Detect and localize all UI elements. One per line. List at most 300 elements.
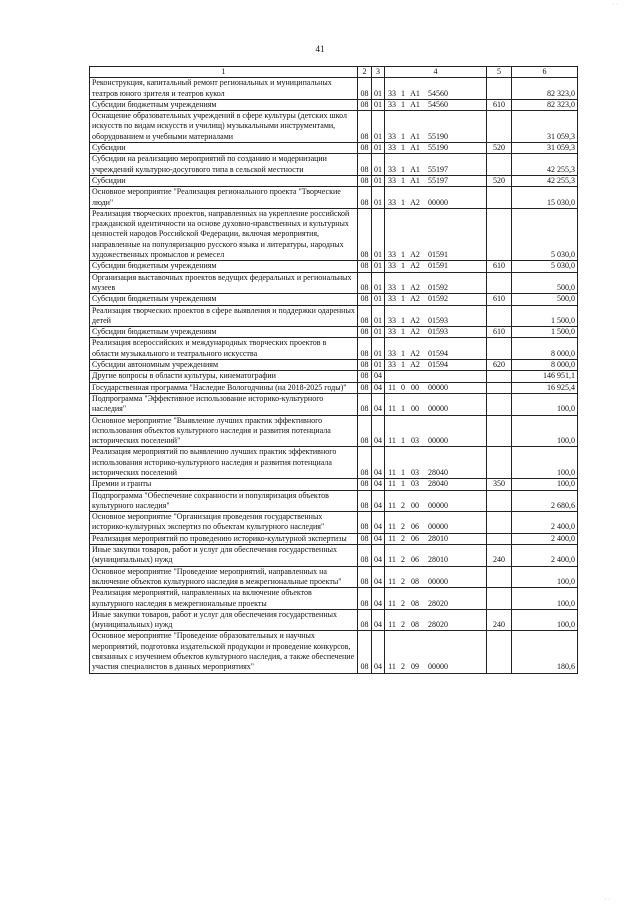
row-amount: 5 030,0 [512,208,578,260]
target-code-part-k3: A1 [410,164,420,174]
target-code-part-k1: 33 [388,250,396,260]
row-amount: 5 030,0 [512,261,578,272]
row-name: Основное мероприятие "Реализация регионального проекта "Творческие люди" [90,187,358,209]
row-section-code: 08 [358,294,372,305]
target-code-part-k4: 55197 [428,164,448,174]
target-code-part-k3: 08 [411,598,419,608]
row-name: Реконструкция, капитальный ремонт региональных и муниципальных театров юного зрителя и театров кукол [90,78,358,100]
target-code-part-k4: 28020 [428,598,448,608]
target-code-part-k1: 11 [388,620,396,630]
target-code-part-k1: 11 [388,436,396,446]
row-expense-type [487,512,512,534]
row-subsection-code: 04 [372,631,385,673]
target-code-part-k3: A2 [410,315,420,325]
row-amount: 500,0 [512,272,578,294]
target-code-part-k1: 33 [388,143,396,153]
row-name: Реализация мероприятий по выявлению лучших практик эффективного использования историко-культурного наследия и развития потенциала исторических поселений [90,447,358,479]
row-target-code [385,99,487,110]
row-amount: 146 951,1 [512,371,578,382]
target-code-part-k2: 1 [401,467,405,477]
row-name: Субсидии бюджетным учреждениям [90,261,358,272]
target-code-part-k1: 33 [388,88,396,98]
table-row [90,360,578,371]
row-name: Другие вопросы в области культуры, кинематографии [90,371,358,382]
row-target-code [385,78,487,100]
header-col-5: 5 [487,67,512,78]
row-expense-type [487,305,512,327]
row-section-code: 08 [358,447,372,479]
target-code-part-k3: A1 [410,131,420,141]
target-code-part-k2: 2 [401,533,405,543]
row-target-code [385,415,487,447]
row-amount: 2 680,6 [512,490,578,512]
target-code-part-k4: 28020 [428,620,448,630]
row-subsection-code: 01 [372,187,385,209]
target-code-part-k4: 00000 [428,404,448,414]
row-name: Государственная программа "Наследие Вологодчины (на 2018-2025 годы)" [90,382,358,393]
target-code-part-k1: 11 [388,555,396,565]
row-amount: 42 255,3 [512,154,578,176]
row-target-code [385,371,487,382]
row-section-code: 08 [358,360,372,371]
target-code-part-k4: 55197 [428,175,448,185]
target-code-part-k3: A2 [410,327,420,337]
table-row [90,447,578,479]
row-subsection-code: 04 [372,609,385,631]
table-row [90,294,578,305]
table-row [90,143,578,154]
row-section-code: 08 [358,187,372,209]
target-code-part-k2: 1 [401,348,405,358]
row-amount: 1 500,0 [512,327,578,338]
target-code-part-k3: 03 [411,467,419,477]
row-expense-type [487,393,512,415]
row-subsection-code: 01 [372,208,385,260]
header-col-1: 1 [90,67,358,78]
row-target-code [385,327,487,338]
row-amount: 8 000,0 [512,338,578,360]
target-code-part-k4: 00000 [428,576,448,586]
row-name: Реализация творческих проектов, направленных на укрепление российской гражданской идентичности на основе духовно-нравственных и культурных ценностей народов Российской Федерации, включая мероприятия, направленные на популяризацию русского языка и литературы, народных художественных промыслов и ремесел [90,208,358,260]
row-section-code: 08 [358,588,372,610]
target-code-part-k2: 1 [401,404,405,414]
row-subsection-code: 01 [372,327,385,338]
row-section-code: 08 [358,533,372,544]
header-col-3: 3 [372,67,385,78]
row-expense-type [487,490,512,512]
table-row [90,305,578,327]
target-code-part-k4: 01594 [428,360,448,370]
row-expense-type [487,208,512,260]
row-target-code [385,360,487,371]
target-code-part-k4: 28010 [428,533,448,543]
row-name: Премии и гранты [90,479,358,490]
row-target-code [385,305,487,327]
row-target-code [385,512,487,534]
row-section-code: 08 [358,631,372,673]
row-target-code [385,187,487,209]
row-target-code [385,588,487,610]
row-subsection-code: 01 [372,99,385,110]
target-code-part-k4: 00000 [428,436,448,446]
row-subsection-code: 04 [372,447,385,479]
target-code-part-k2: 0 [401,382,405,392]
row-target-code [385,294,487,305]
target-code-part-k3: 06 [411,533,419,543]
table-row [90,175,578,186]
row-amount: 100,0 [512,566,578,588]
row-amount: 2 400,0 [512,545,578,567]
target-code-part-k2: 1 [401,315,405,325]
row-name: Иные закупки товаров, работ и услуг для обеспечения государственных (муниципальных) нужд [90,609,358,631]
row-target-code [385,479,487,490]
target-code-part-k4: 00000 [428,382,448,392]
target-code-part-k1: 11 [388,598,396,608]
row-expense-type: 520 [487,175,512,186]
row-section-code: 08 [358,545,372,567]
table-row [90,631,578,673]
target-code-part-k1: 33 [388,175,396,185]
row-expense-type [487,371,512,382]
table-row [90,415,578,447]
row-section-code: 08 [358,78,372,100]
table-row [90,99,578,110]
row-section-code: 08 [358,327,372,338]
row-name: Основное мероприятие "Организация проведения государственных историко-культурных экспертиз по объектам культурного наследия" [90,512,358,534]
target-code-part-k1: 33 [388,164,396,174]
row-amount: 82 323,0 [512,99,578,110]
row-amount: 2 400,0 [512,533,578,544]
row-expense-type [487,447,512,479]
row-section-code: 08 [358,479,372,490]
target-code-part-k4: 54560 [428,88,448,98]
target-code-part-k4: 01594 [428,348,448,358]
row-expense-type: 240 [487,545,512,567]
target-code-part-k2: 1 [401,164,405,174]
row-name: Реализация мероприятий по проведению историко-культурной экспертизы [90,533,358,544]
row-section-code: 08 [358,415,372,447]
table-row [90,479,578,490]
table-row [90,382,578,393]
row-amount: 42 255,3 [512,175,578,186]
target-code-part-k2: 2 [401,620,405,630]
table-header-row [90,67,578,78]
row-name: Субсидии автономным учреждениям [90,360,358,371]
target-code-part-k1: 33 [388,315,396,325]
row-target-code [385,533,487,544]
target-code-part-k3: 06 [411,522,419,532]
target-code-part-k3: A1 [410,99,420,109]
target-code-part-k4: 28010 [428,555,448,565]
row-name: Организация выставочных проектов ведущих федеральных и региональных музеев [90,272,358,294]
table-row [90,78,578,100]
target-code-part-k3: A1 [410,88,420,98]
target-code-part-k2: 1 [401,197,405,207]
target-code-part-k3: 09 [411,662,419,672]
row-amount: 100,0 [512,609,578,631]
row-amount: 100,0 [512,415,578,447]
target-code-part-k2: 1 [401,436,405,446]
row-amount: 82 323,0 [512,78,578,100]
table-row [90,545,578,567]
row-target-code [385,609,487,631]
target-code-part-k1: 33 [388,99,396,109]
row-amount: 500,0 [512,294,578,305]
row-expense-type: 610 [487,261,512,272]
row-subsection-code: 01 [372,272,385,294]
target-code-part-k2: 1 [401,131,405,141]
target-code-part-k3: A1 [410,175,420,185]
row-subsection-code: 01 [372,338,385,360]
target-code-part-k4: 00000 [428,522,448,532]
row-subsection-code: 04 [372,533,385,544]
target-code-part-k4: 01593 [428,327,448,337]
row-subsection-code: 01 [372,305,385,327]
target-code-part-k1: 33 [388,131,396,141]
table-row [90,588,578,610]
target-code-part-k3: 00 [411,382,419,392]
row-name: Подпрограмма "Обеспечение сохранности и популяризация объектов культурного наследия" [90,490,358,512]
target-code-part-k4: 00000 [428,500,448,510]
table-row [90,393,578,415]
row-name: Иные закупки товаров, работ и услуг для обеспечения государственных (муниципальных) нужд [90,545,358,567]
row-section-code: 08 [358,338,372,360]
row-expense-type: 620 [487,360,512,371]
target-code-part-k3: 00 [411,500,419,510]
row-expense-type [487,533,512,544]
target-code-part-k3: A2 [410,197,420,207]
target-code-part-k3: A2 [410,261,420,271]
row-subsection-code: 04 [372,545,385,567]
row-subsection-code: 04 [372,588,385,610]
row-target-code [385,208,487,260]
target-code-part-k2: 1 [401,143,405,153]
row-subsection-code: 04 [372,512,385,534]
target-code-part-k1: 33 [388,360,396,370]
row-expense-type [487,382,512,393]
row-section-code: 08 [358,143,372,154]
target-code-part-k4: 00000 [428,662,448,672]
row-target-code [385,545,487,567]
row-name: Основное мероприятие "Проведение мероприятий, направленных на включение объектов культурного наследия в межрегиональные проекты" [90,566,358,588]
target-code-part-k1: 33 [388,327,396,337]
row-expense-type [487,338,512,360]
target-code-part-k3: 03 [411,436,419,446]
budget-table [89,66,578,674]
row-section-code: 08 [358,512,372,534]
row-amount: 100,0 [512,588,578,610]
row-name: Реализация мероприятий, направленных на включение объектов культурного наследия в межрегиональные проекты [90,588,358,610]
header-col-4: 4 [385,67,487,78]
table-row [90,187,578,209]
target-code-part-k3: 08 [411,620,419,630]
row-expense-type [487,272,512,294]
target-code-part-k1: 33 [388,197,396,207]
row-name: Субсидии на реализацию мероприятий по созданию и модернизации учреждений культурно-досугового типа в сельской местности [90,154,358,176]
row-name: Субсидии [90,175,358,186]
target-code-part-k1: 11 [388,382,396,392]
target-code-part-k4: 00000 [428,197,448,207]
row-expense-type [487,566,512,588]
target-code-part-k2: 2 [401,598,405,608]
target-code-part-k1: 33 [388,282,396,292]
row-amount: 8 000,0 [512,360,578,371]
target-code-part-k2: 1 [401,99,405,109]
scan-mark-bottom: · · [604,897,610,903]
row-subsection-code: 01 [372,175,385,186]
target-code-part-k4: 28040 [428,479,448,489]
table-row [90,490,578,512]
row-section-code: 08 [358,111,372,143]
target-code-part-k3: A2 [410,348,420,358]
row-subsection-code: 04 [372,382,385,393]
row-subsection-code: 04 [372,566,385,588]
row-name: Реализация всероссийских и международных творческих проектов в области музыкального и театрального искусства [90,338,358,360]
row-subsection-code: 01 [372,78,385,100]
row-subsection-code: 04 [372,415,385,447]
row-name: Реализация творческих проектов в сфере выявления и поддержки одаренных детей [90,305,358,327]
row-target-code [385,631,487,673]
target-code-part-k4: 01591 [428,250,448,260]
target-code-part-k1: 11 [388,662,396,672]
scan-mark-top: · · [612,2,618,8]
target-code-part-k1: 33 [388,348,396,358]
row-section-code: 08 [358,175,372,186]
target-code-part-k2: 1 [401,250,405,260]
row-target-code [385,382,487,393]
target-code-part-k4: 54560 [428,99,448,109]
row-expense-type [487,631,512,673]
row-name: Субсидии бюджетным учреждениям [90,294,358,305]
row-name: Оснащение образовательных учреждений в сфере культуры (детских школ искусств по видам искусств и училищ) музыкальными инструментами, оборудованием и учебными материалами [90,111,358,143]
row-name: Подпрограмма "Эффективное использование историко-культурного наследия" [90,393,358,415]
row-target-code [385,490,487,512]
row-section-code: 08 [358,566,372,588]
row-name: Основное мероприятие "Выявление лучших практик эффективного использования объектов культурного наследия и развития потенциала исторических поселений" [90,415,358,447]
row-expense-type: 240 [487,609,512,631]
table-row [90,111,578,143]
row-expense-type: 610 [487,99,512,110]
row-expense-type: 350 [487,479,512,490]
target-code-part-k2: 2 [401,500,405,510]
row-target-code [385,393,487,415]
row-amount: 31 059,3 [512,111,578,143]
row-section-code: 08 [358,154,372,176]
row-section-code: 08 [358,305,372,327]
target-code-part-k4: 55190 [428,143,448,153]
target-code-part-k3: A2 [410,250,420,260]
row-target-code [385,111,487,143]
row-name: Основное мероприятие "Проведение образовательных и научных мероприятий, подготовка издательской продукции и проведение конкурсов, связанных с изучением объектов культурного наследия, а также обеспечение участия специалистов в данных мероприятиях" [90,631,358,673]
target-code-part-k1: 33 [388,261,396,271]
row-expense-type [487,415,512,447]
row-target-code [385,338,487,360]
target-code-part-k3: A2 [410,282,420,292]
target-code-part-k1: 11 [388,404,396,414]
row-amount: 180,6 [512,631,578,673]
row-name: Субсидии [90,143,358,154]
target-code-part-k4: 01591 [428,261,448,271]
row-section-code: 08 [358,609,372,631]
header-col-6: 6 [512,67,578,78]
row-target-code [385,261,487,272]
row-section-code: 08 [358,208,372,260]
row-target-code [385,447,487,479]
row-subsection-code: 01 [372,261,385,272]
target-code-part-k2: 1 [401,360,405,370]
row-expense-type [487,111,512,143]
row-subsection-code: 01 [372,360,385,371]
row-amount: 31 059,3 [512,143,578,154]
target-code-part-k1: 33 [388,294,396,304]
target-code-part-k2: 1 [401,327,405,337]
row-expense-type [487,154,512,176]
table-row [90,533,578,544]
target-code-part-k2: 1 [401,479,405,489]
target-code-part-k1: 11 [388,467,396,477]
row-target-code [385,566,487,588]
target-code-part-k2: 2 [401,662,405,672]
target-code-part-k4: 28040 [428,467,448,477]
row-name: Субсидии бюджетным учреждениям [90,327,358,338]
row-amount: 1 500,0 [512,305,578,327]
target-code-part-k3: 06 [411,555,419,565]
target-code-part-k4: 55190 [428,131,448,141]
row-section-code: 08 [358,261,372,272]
row-expense-type [487,78,512,100]
table-row [90,338,578,360]
row-amount: 100,0 [512,393,578,415]
table-row [90,566,578,588]
row-expense-type: 610 [487,294,512,305]
target-code-part-k1: 11 [388,479,396,489]
target-code-part-k2: 1 [401,282,405,292]
row-section-code: 08 [358,371,372,382]
target-code-part-k1: 11 [388,533,396,543]
table-row [90,327,578,338]
row-target-code [385,154,487,176]
table-row [90,208,578,260]
row-subsection-code: 04 [372,393,385,415]
target-code-part-k2: 1 [401,261,405,271]
row-amount: 16 925,4 [512,382,578,393]
table-row [90,371,578,382]
target-code-part-k2: 1 [401,175,405,185]
target-code-part-k3: A2 [410,360,420,370]
row-target-code [385,175,487,186]
row-subsection-code: 04 [372,490,385,512]
target-code-part-k3: A2 [410,294,420,304]
row-expense-type: 610 [487,327,512,338]
row-amount: 100,0 [512,479,578,490]
target-code-part-k2: 2 [401,555,405,565]
target-code-part-k4: 01592 [428,294,448,304]
table-row [90,609,578,631]
row-target-code [385,143,487,154]
header-col-2: 2 [358,67,372,78]
row-expense-type [487,588,512,610]
target-code-part-k2: 2 [401,522,405,532]
row-section-code: 08 [358,490,372,512]
page-number: 41 [315,44,325,54]
row-subsection-code: 01 [372,154,385,176]
target-code-part-k4: 01592 [428,282,448,292]
target-code-part-k3: 08 [411,576,419,586]
table-row [90,261,578,272]
row-section-code: 08 [358,393,372,415]
row-subsection-code: 01 [372,143,385,154]
target-code-part-k2: 2 [401,576,405,586]
